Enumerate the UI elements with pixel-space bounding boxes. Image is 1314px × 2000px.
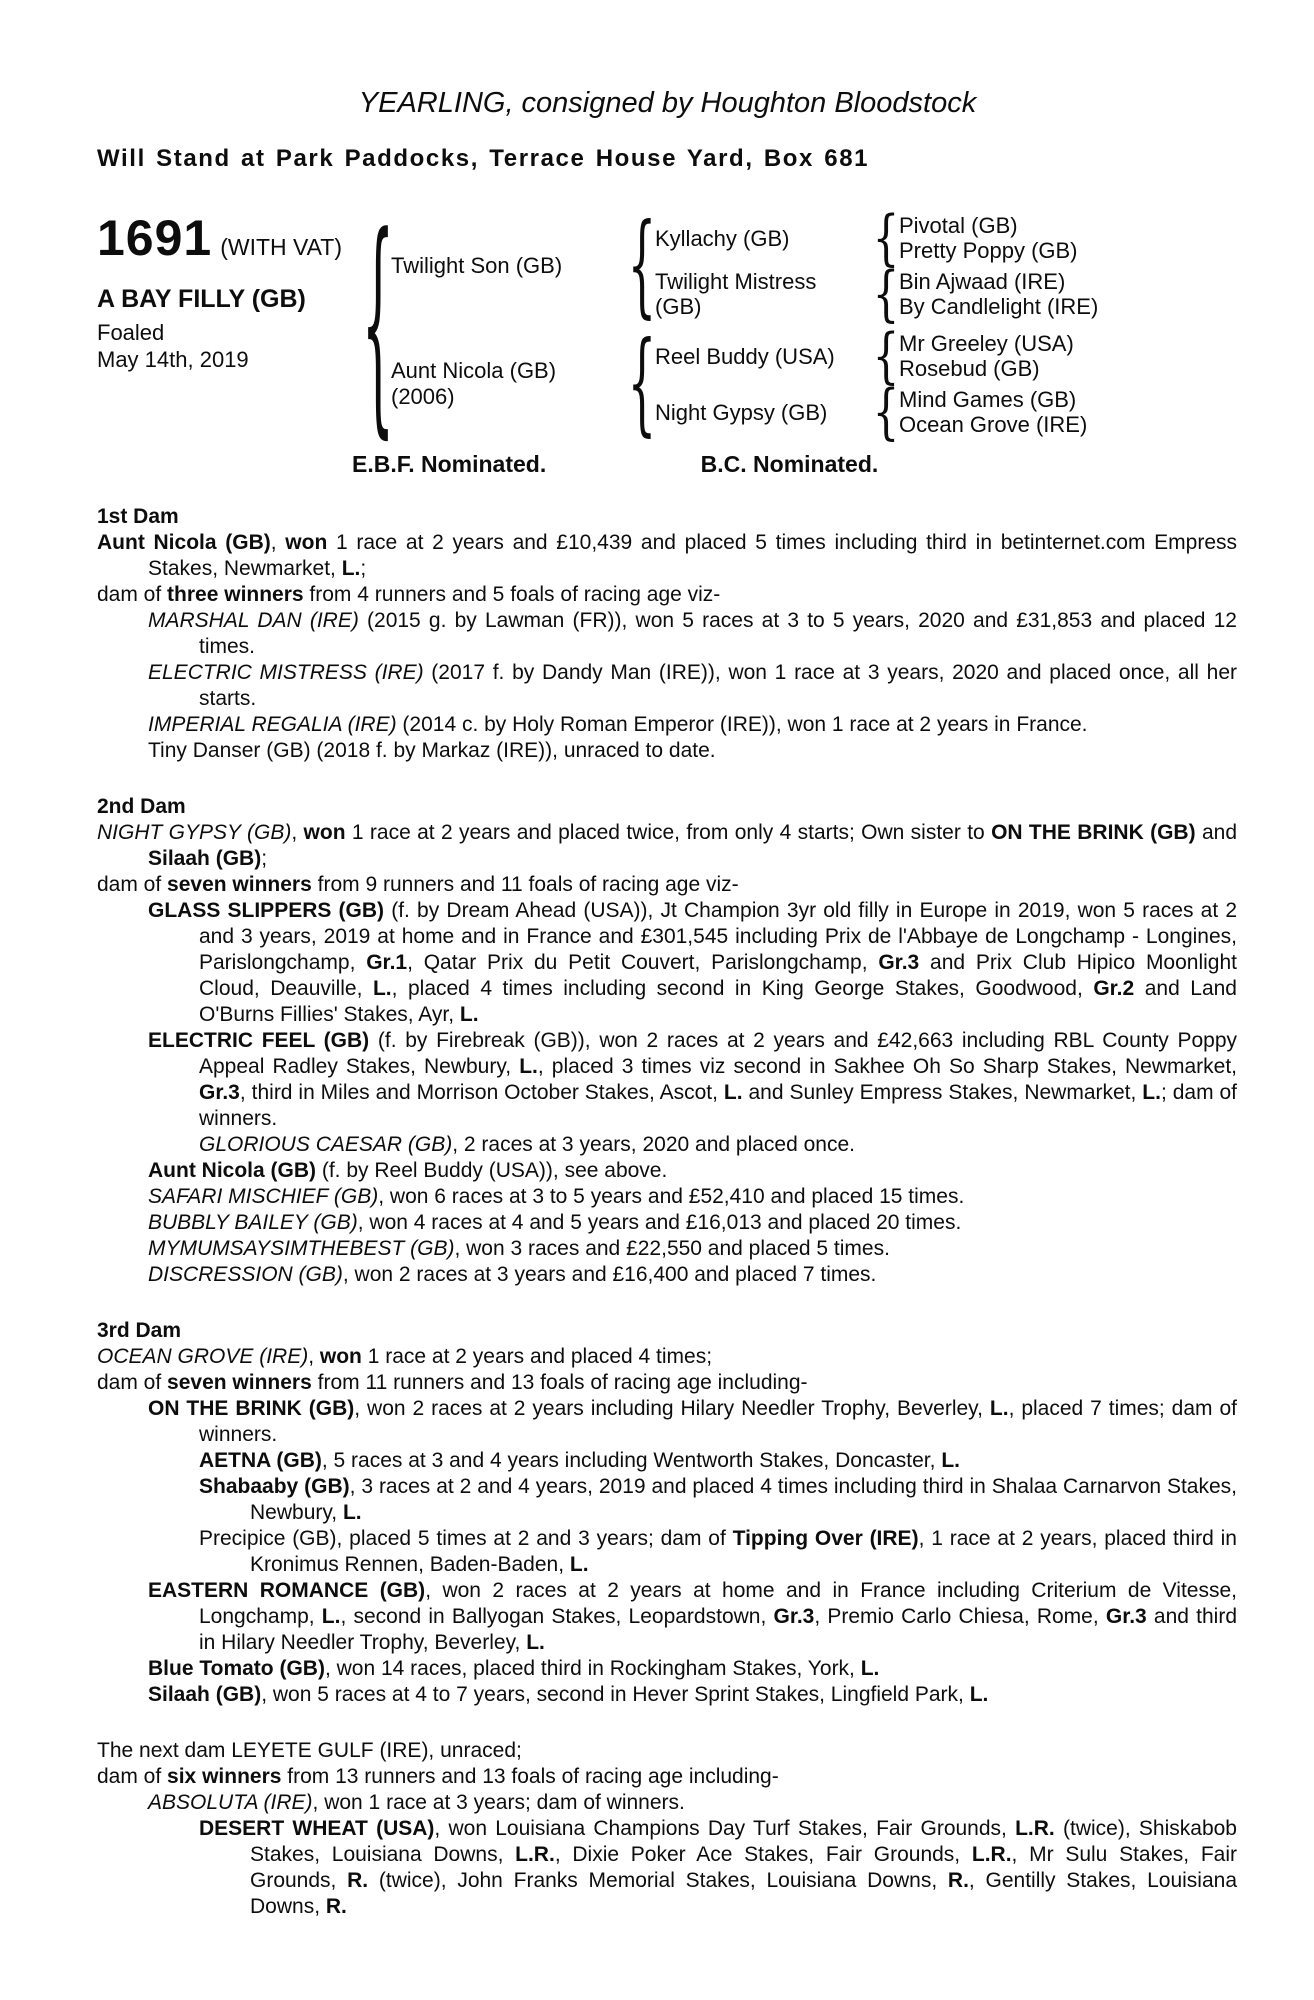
text-segment: (twice), John Franks Memorial Stakes, Louisiana Downs, <box>368 1869 948 1892</box>
text-segment: , Dixie Poker Ace Stakes, Fair Grounds, <box>554 1843 972 1866</box>
text-segment: (f. by Dream Ahead (USA)), Jt Champion 3yr old filly in Europe in 2019, won 5 races at 2 and 3 years, 2019 at home and in France and £301,545 including Prix de l'Abbaye de Longchamp - Longines, Parislongchamp, <box>199 899 1238 974</box>
dam-year: (2006) <box>391 384 455 409</box>
bc-nominated: B.C. Nominated. <box>700 451 879 477</box>
text-segment: L. <box>969 1683 989 1706</box>
sire-name: Twilight Son (GB) <box>391 253 563 278</box>
text-segment: , placed 3 times viz second in Sakhee Oh So Sharp Stakes, Newmarket, <box>537 1055 1237 1078</box>
text-segment: ABSOLUTA (IRE) <box>148 1791 313 1814</box>
text-segment: L. <box>526 1631 545 1654</box>
text-segment: ON THE BRINK (GB) <box>991 821 1196 844</box>
foaled-label: Foaled <box>97 320 165 345</box>
catalog-paragraph <box>97 1262 1237 1288</box>
text-segment: won <box>303 821 346 844</box>
dam-name <box>391 358 629 410</box>
text-segment: ; <box>360 557 367 580</box>
pedigree-brace-dam-sire: { <box>872 321 900 391</box>
catalog-paragraph <box>97 1448 1237 1474</box>
dam-sire-name: Reel Buddy (USA) <box>655 343 835 369</box>
text-segment: , 2 races at 3 years, 2020 and placed once. <box>452 1133 855 1156</box>
text-segment: (twice), Shiskabob Stakes, Louisiana Downs, <box>250 1817 1237 1866</box>
dam-dam-name: Night Gypsy (GB) <box>655 399 828 425</box>
section-heading: 2nd Dam <box>97 795 186 818</box>
dam-sire-dam-name: Rosebud (GB) <box>899 356 1040 381</box>
pedigree-table <box>97 188 1238 462</box>
text-segment: R. <box>347 1869 369 1892</box>
text-segment: L. <box>860 1657 880 1680</box>
text-segment: EASTERN ROMANCE (GB) <box>148 1579 426 1602</box>
text-segment: R. <box>325 1895 347 1918</box>
ebf-nominated: E.B.F. Nominated. <box>352 451 547 477</box>
text-segment: won <box>319 1345 362 1368</box>
text-segment: , won 1 race at 3 years; dam of winners. <box>312 1791 685 1814</box>
text-segment: Gr.3 <box>878 951 920 974</box>
text-segment: R. <box>947 1869 969 1892</box>
text-segment: L. <box>372 977 392 1000</box>
sire-sire-name: Kyllachy (GB) <box>655 225 790 251</box>
catalog-paragraph <box>97 1656 1237 1682</box>
text-segment: , 1 race at 2 years, placed third in Kronimus Rennen, Baden-Baden, <box>250 1527 1237 1576</box>
catalog-paragraph <box>97 1474 1237 1526</box>
text-segment: L. <box>459 1003 479 1026</box>
text-segment: , third in Miles and Morrison October Stakes, Ascot, <box>239 1081 724 1104</box>
lot-number-row <box>97 210 365 266</box>
catalog-section <box>97 1738 1237 1920</box>
text-segment: , won Louisiana Champions Day Turf Stakes, Fair Grounds, <box>434 1817 1016 1840</box>
text-segment: Gr.3 <box>773 1605 815 1628</box>
dam-sire-sire-name: Mr Greeley (USA) <box>899 331 1074 356</box>
nomination-row <box>97 451 1238 478</box>
text-segment: , won 6 races at 3 to 5 years and £52,410 and placed 15 times. <box>378 1185 965 1208</box>
sire-dam-branch <box>655 259 1099 329</box>
catalog-paragraph <box>97 1028 1237 1132</box>
text-segment: , won 4 races at 4 and 5 years and £16,013 and placed 20 times. <box>357 1211 962 1234</box>
text-segment: , Gentilly Stakes, Louisiana Downs, <box>250 1869 1237 1918</box>
sire-dam-dam-name: By Candlelight (IRE) <box>899 294 1099 319</box>
text-segment: Precipice (GB), placed 5 times at 2 and 3 years; dam of <box>199 1527 733 1550</box>
catalog-paragraph <box>97 1370 1237 1396</box>
text-segment: Aunt Nicola (GB) <box>148 1159 316 1182</box>
pedigree-brace-sire-sire: { <box>872 203 900 273</box>
text-segment: 1 race at 2 years and £10,439 and placed 5 times including third in betinternet.com Empress Stakes, Newmarket, <box>148 531 1237 580</box>
foaled-date: May 14th, 2019 <box>97 347 249 372</box>
pedigree-brace-dam: { <box>627 319 657 449</box>
text-segment: three winners <box>167 583 304 606</box>
text-segment: (f. by Firebreak (GB)), won 2 races at 2 years and £42,663 including RBL County Poppy Appeal Radley Stakes, Newbury, <box>199 1029 1238 1078</box>
catalog-paragraph <box>97 898 1237 1028</box>
text-segment: ELECTRIC FEEL (GB) <box>148 1029 370 1052</box>
text-segment: SAFARI MISCHIEF (GB) <box>148 1185 379 1208</box>
text-segment: DISCRESSION (GB) <box>148 1263 343 1286</box>
text-segment: Silaah (GB) <box>148 1683 262 1706</box>
text-segment: ; <box>261 847 268 870</box>
text-segment: L. <box>941 1449 960 1472</box>
text-segment: from 13 runners and 13 foals of racing age including- <box>281 1765 779 1788</box>
text-segment: from 11 runners and 13 foals of racing age including- <box>311 1371 808 1394</box>
text-segment: Gr.3 <box>199 1081 240 1104</box>
text-segment: Tiny Danser (GB) (2018 f. by Markaz (IRE)), unraced to date. <box>148 739 716 762</box>
lot-number: 1691 <box>97 210 213 266</box>
text-segment: seven winners <box>167 1371 312 1394</box>
text-segment: , Qatar Prix du Petit Couvert, Parislongchamp, <box>407 951 879 974</box>
page-title: YEARLING, consigned by Houghton Bloodstock <box>358 87 977 119</box>
text-segment: L.R. <box>515 1843 555 1866</box>
text-segment: , Mr Sulu Stakes, Fair Grounds, <box>250 1843 1237 1892</box>
dam-dam-sire-name: Mind Games (GB) <box>899 387 1077 412</box>
text-segment: Tipping Over (IRE) <box>732 1527 919 1550</box>
catalog-section <box>97 794 1237 1288</box>
text-segment: L. <box>569 1553 589 1576</box>
text-segment: , second in Ballyogan Stakes, Leopardstown, <box>340 1605 774 1628</box>
text-segment: 1 race at 2 years and placed 4 times; <box>361 1345 713 1368</box>
catalog-paragraph <box>97 820 1237 872</box>
text-segment: dam of <box>97 1371 168 1394</box>
text-segment: L. <box>723 1081 743 1104</box>
catalog-paragraph <box>97 1578 1237 1656</box>
text-segment: IMPERIAL REGALIA (IRE) <box>148 713 397 736</box>
catalog-paragraph <box>97 1158 1237 1184</box>
text-segment: MARSHAL DAN (IRE) <box>148 609 359 632</box>
text-segment: won <box>285 531 328 554</box>
text-segment: and Prix Club Hipico Moonlight Cloud, Deauville, <box>199 951 1237 1000</box>
text-segment: (2014 c. by Holy Roman Emperor (IRE)), won 1 race at 2 years in France. <box>396 713 1088 736</box>
catalog-paragraph <box>97 582 1237 608</box>
text-segment: seven winners <box>167 873 312 896</box>
text-segment: and third in Hilary Needler Trophy, Beverley, <box>199 1605 1238 1654</box>
text-segment: and Land O'Burns Fillies' Stakes, Ayr, <box>199 977 1237 1026</box>
text-segment: L. <box>989 1397 1009 1420</box>
catalog-paragraph <box>97 738 1237 764</box>
pedigree-brace-sire-dam: { <box>872 259 900 329</box>
catalog-paragraph <box>97 712 1237 738</box>
text-segment: , won 2 races at 3 years and £16,400 and placed 7 times. <box>342 1263 877 1286</box>
pedigree-brace-dam-dam: { <box>872 377 900 447</box>
text-segment: Shabaaby (GB) <box>199 1475 350 1498</box>
dam-dam-branch <box>655 377 1088 447</box>
text-segment: dam of <box>97 583 168 606</box>
text-segment: L. <box>342 1501 362 1524</box>
catalog-paragraph <box>97 530 1237 582</box>
catalog-paragraph <box>97 660 1237 712</box>
text-segment: , placed 7 times; dam of winners. <box>199 1397 1237 1446</box>
text-segment: L. <box>321 1605 341 1628</box>
text-segment: (2015 g. by Lawman (FR)), won 5 races at 3 to 5 years, 2020 and £31,853 and placed 12 times. <box>199 609 1237 658</box>
catalog-paragraph <box>97 1344 1237 1370</box>
dam-name-line: Aunt Nicola (GB) <box>391 358 557 383</box>
catalog-paragraph <box>97 1526 1237 1578</box>
catalog-paragraph <box>97 1236 1237 1262</box>
catalog-paragraph <box>97 608 1237 660</box>
text-segment: ; dam of winners. <box>199 1081 1238 1130</box>
catalog-paragraph <box>97 872 1237 898</box>
catalog-paragraph <box>97 1132 1237 1158</box>
pedigree-text-sections <box>97 504 1237 1920</box>
text-segment: NIGHT GYPSY (GB) <box>97 821 292 844</box>
pedigree-brace-gen1: { <box>361 188 395 462</box>
text-segment: 1 race at 2 years and placed twice, from only 4 starts; Own sister to <box>345 821 992 844</box>
text-segment: ELECTRIC MISTRESS (IRE) <box>148 661 424 684</box>
text-segment: , placed 4 times including second in King George Stakes, Goodwood, <box>391 977 1094 1000</box>
text-segment: Silaah (GB) <box>148 847 262 870</box>
text-segment: , won 14 races, placed third in Rockingham Stakes, York, <box>324 1657 861 1680</box>
text-segment: , won 2 races at 2 years including Hilary Needler Trophy, Beverley, <box>354 1397 990 1420</box>
text-segment: and Sunley Empress Stakes, Newmarket, <box>742 1081 1143 1104</box>
catalog-paragraph <box>97 1738 1237 1764</box>
text-segment: , 3 races at 2 and 4 years, 2019 and placed 4 times including third in Shalaa Carnarvon Stakes, Newbury, <box>250 1475 1238 1524</box>
catalog-paragraph <box>97 1790 1237 1816</box>
text-segment: , <box>270 531 286 554</box>
text-segment: GLORIOUS CAESAR (GB) <box>199 1133 453 1156</box>
text-segment: OCEAN GROVE (IRE) <box>97 1345 309 1368</box>
text-segment: , 5 races at 3 and 4 years including Wentworth Stakes, Doncaster, <box>321 1449 942 1472</box>
text-segment: L. <box>519 1055 538 1078</box>
text-segment: MYMUMSAYSIMTHEBEST (GB) <box>148 1237 455 1260</box>
text-segment: DESERT WHEAT (USA) <box>199 1817 435 1840</box>
text-segment: BUBBLY BAILEY (GB) <box>148 1211 358 1234</box>
text-segment: L.R. <box>971 1843 1012 1866</box>
text-segment: AETNA (GB) <box>199 1449 322 1472</box>
catalog-section <box>97 1318 1237 1708</box>
text-segment: Gr.1 <box>366 951 408 974</box>
dam-dam-dam-name: Ocean Grove (IRE) <box>899 412 1088 437</box>
pedigree-brace-sire: { <box>627 201 657 331</box>
stand-location-line: Will Stand at Park Paddocks, Terrace House Yard, Box 681 <box>97 145 870 172</box>
text-segment: Gr.2 <box>1093 977 1135 1000</box>
text-segment: dam of <box>97 1765 168 1788</box>
sire-dam-sire-name: Bin Ajwaad (IRE) <box>899 269 1066 294</box>
text-segment: from 4 runners and 5 foals of racing age viz- <box>303 583 721 606</box>
text-segment: L. <box>341 557 361 580</box>
text-segment: L. <box>1142 1081 1161 1104</box>
text-segment: , <box>291 821 304 844</box>
sire-sire-branch <box>655 203 1098 273</box>
catalog-paragraph <box>97 1764 1237 1790</box>
catalog-paragraph <box>97 1210 1237 1236</box>
text-segment: GLASS SLIPPERS (GB) <box>148 899 385 922</box>
text-segment: , won 2 races at 2 years at home and in France including Criterium de Vitesse, Longchamp, <box>199 1579 1238 1628</box>
vat-note: (WITH VAT) <box>220 234 343 260</box>
dam-branch <box>391 319 1098 449</box>
text-segment: ON THE BRINK (GB) <box>148 1397 355 1420</box>
text-segment: (f. by Reel Buddy (USA)), see above. <box>316 1159 668 1182</box>
text-segment: dam of <box>97 873 168 896</box>
pedigree-tree <box>361 188 1099 462</box>
text-segment: , won 5 races at 4 to 7 years, second in Hever Sprint Stakes, Lingfield Park, <box>261 1683 970 1706</box>
text-segment: , Premio Carlo Chiesa, Rome, <box>814 1605 1106 1628</box>
horse-description: A BAY FILLY (GB) <box>97 285 306 313</box>
sire-sire-dam-name: Pretty Poppy (GB) <box>899 238 1078 263</box>
text-segment: (2017 f. by Dandy Man (IRE)), won 1 race at 3 years, 2020 and placed once, all her starts. <box>199 661 1237 710</box>
text-segment: from 9 runners and 11 foals of racing age viz- <box>311 873 739 896</box>
section-heading: 3rd Dam <box>97 1319 182 1342</box>
sire-branch <box>391 201 1099 331</box>
sire-dam-name: Twilight Mistress (GB) <box>655 269 817 319</box>
catalog-section <box>97 504 1237 764</box>
sire-sire-sire-name: Pivotal (GB) <box>899 213 1018 238</box>
text-segment: Gr.3 <box>1105 1605 1147 1628</box>
dam-sire-branch <box>655 321 1087 391</box>
catalog-paragraph <box>97 1184 1237 1210</box>
text-segment: and <box>1195 821 1237 844</box>
section-heading: 1st Dam <box>97 505 179 528</box>
text-segment: Blue Tomato (GB) <box>148 1657 325 1680</box>
text-segment: Aunt Nicola (GB) <box>97 531 271 554</box>
catalog-paragraph <box>97 1682 1237 1708</box>
lot-info <box>97 207 365 374</box>
catalog-paragraph <box>97 1396 1237 1448</box>
text-segment: six winners <box>167 1765 282 1788</box>
text-segment: , won 3 races and £22,550 and placed 5 times. <box>454 1237 890 1260</box>
catalog-paragraph <box>97 1816 1237 1920</box>
text-segment: , <box>308 1345 320 1368</box>
text-segment: L.R. <box>1015 1817 1055 1840</box>
text-segment: The next dam LEYETE GULF (IRE), unraced; <box>97 1739 522 1762</box>
